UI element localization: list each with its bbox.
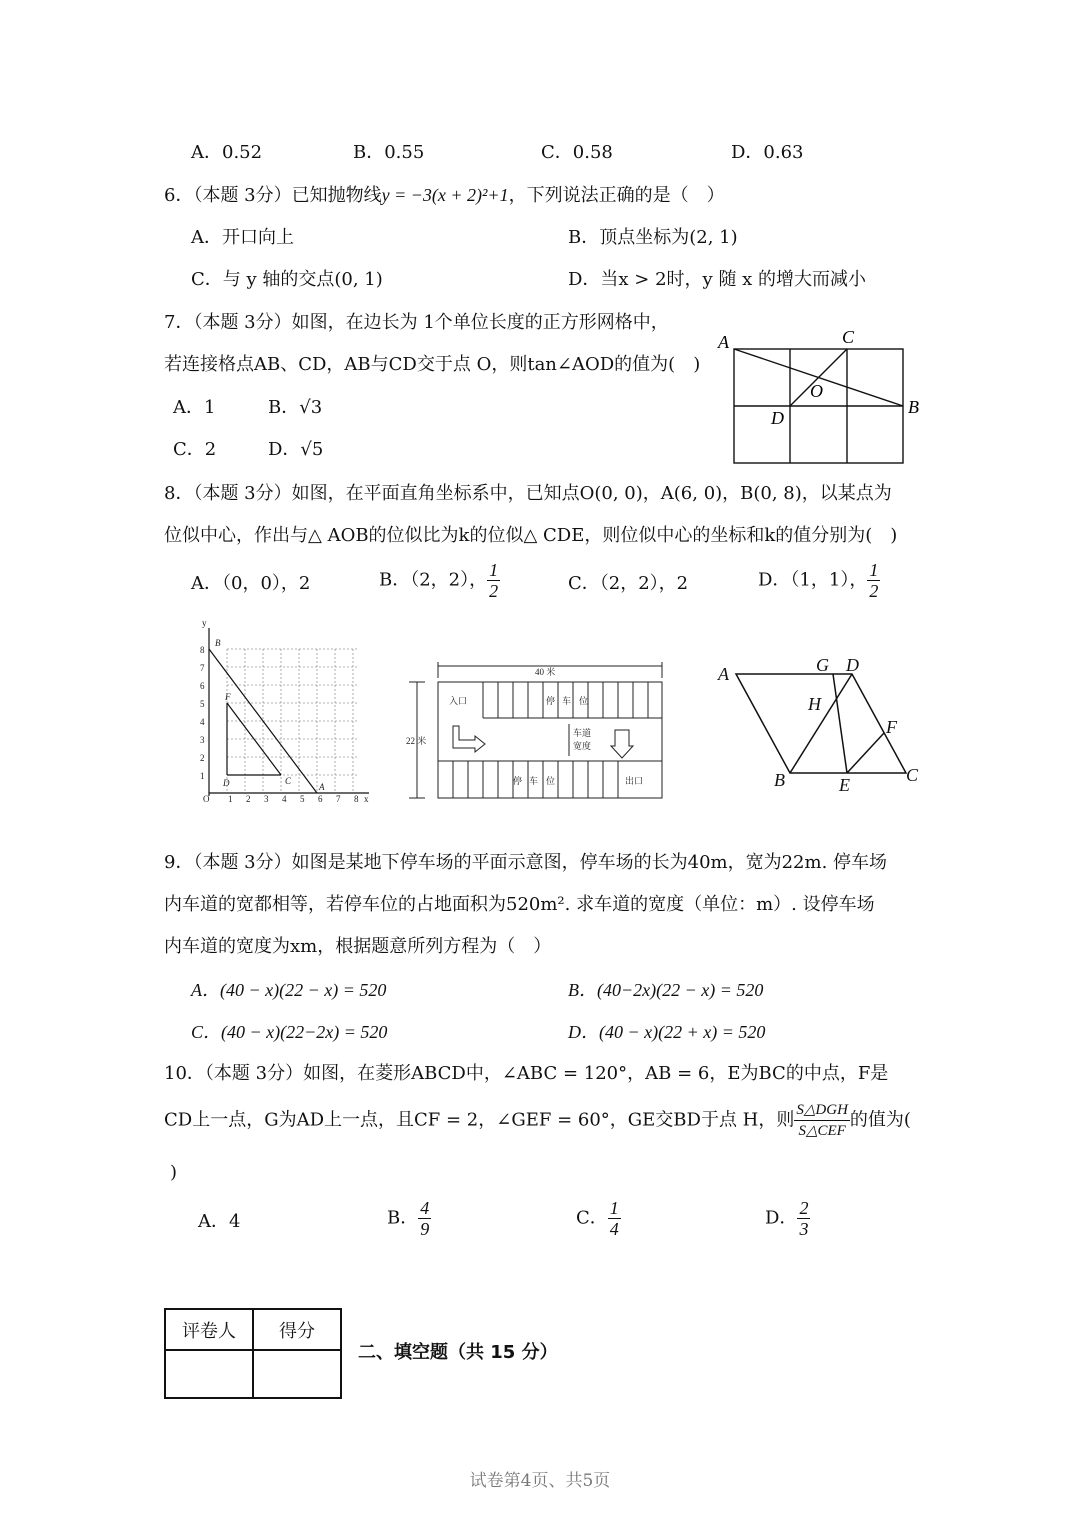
width-label: 22 米 [406,736,427,746]
denominator: 2 [869,581,879,601]
parking-lot-figure [403,660,665,806]
y-axis-label: y [202,618,207,628]
option-d [765,1198,810,1239]
label-o: O [810,381,823,401]
q6-stem-end: ，下列说法正确的是（ ） [508,185,725,206]
point-b: B [215,638,221,648]
fraction [418,1198,431,1239]
denominator: S△CEF [798,1123,846,1139]
label-g: G [816,655,829,675]
option-c: C．0.58 [541,142,613,163]
numerator: 1 [489,560,499,580]
option-c: C．2 [173,439,217,460]
x-axis-label: x [364,794,369,804]
option-b: B．√3 [268,397,323,418]
label-a: A [718,332,729,352]
numerator: S△DGH [794,1100,850,1121]
question-10-line-2 [164,1100,911,1141]
option-a: A．4 [198,1211,241,1232]
question-10-line-1: 10．（本题 3分）如图，在菱形ABCD中，∠ABC = 120°，AB = 6，E为BC的中点，F是 [164,1063,889,1084]
x-tick: 5 [300,794,305,804]
fraction [797,1198,810,1239]
option-d: D．当x > 2时，y 随 x 的增大而减小 [568,269,867,290]
spot-label: 停 [546,696,556,706]
option-d: D．√5 [268,439,324,460]
label-a: A [718,664,729,684]
lane-label: 宽度 [573,741,592,751]
grader-header: 评卷人 [165,1309,253,1350]
option-a: A．开口向上 [191,227,294,248]
y-tick: 8 [200,645,205,655]
option-b-text: B．（2，2）， [379,569,488,591]
option-d [758,560,880,601]
question-9-line-1: 9．（本题 3分）如图是某地下停车场的平面示意图，停车场的长为40m，宽为22m. 停车场 [164,852,888,873]
label-f: F [886,717,897,737]
option-b: B．0.55 [353,142,425,163]
x-tick: 7 [336,794,341,804]
entrance-label: 入口 [449,696,468,706]
label-h: H [808,694,821,714]
grid-figure [712,325,932,474]
area-ratio-fraction [794,1100,850,1141]
option-d-text: D．（1，1）， [758,569,868,591]
option-d: D．(40 − x)(22 + x) = 520 [568,1022,766,1042]
y-tick: 5 [200,699,205,709]
label-d: D [771,408,784,428]
option-b-text: B． [387,1207,419,1229]
lane-label: 车道 [573,728,592,738]
option-c-text: C． [576,1207,608,1229]
question-6-stem [164,184,725,207]
option-b: B．(40−2x)(22 − x) = 520 [568,980,764,1000]
y-tick: 4 [200,717,205,727]
length-label: 40 米 [535,667,556,677]
denominator: 9 [420,1219,430,1239]
spot-label: 位 [546,776,556,786]
y-tick: 3 [200,735,205,745]
option-c: C．（2，2），2 [568,573,689,594]
fraction [487,560,500,601]
spot-label: 车 [562,696,572,706]
fraction [608,1198,621,1239]
numerator: 1 [609,1198,619,1218]
q6-stem-start: 6．（本题 3分）已知抛物线 [164,185,382,206]
option-a: A．(40 − x)(22 − x) = 520 [191,980,387,1000]
exit-label: 出口 [625,776,644,786]
point-a: A [319,782,325,792]
option-d-text: D． [765,1207,798,1229]
origin-label: O [203,794,210,804]
x-tick: 4 [282,794,287,804]
numerator: 1 [869,560,879,580]
q6-equation: y = −3(x + 2)²+1 [381,185,509,205]
denominator: 4 [609,1219,619,1239]
y-tick: 6 [200,681,205,691]
question-9-line-2: 内车道的宽都相等，若停车位的占地面积为520m². 求车道的宽度（单位：m）. 设停车场 [164,894,875,915]
label-c: C [906,765,919,785]
rhombus-figure [712,652,927,801]
option-a: A．0.52 [191,142,263,163]
x-tick: 3 [264,794,269,804]
x-tick: 1 [228,794,233,804]
option-c: C．(40 − x)(22−2x) = 520 [191,1022,388,1042]
question-7-line-1: 7．（本题 3分）如图，在边长为 1个单位长度的正方形网格中， [164,312,669,333]
label-e: E [839,775,850,795]
grading-table [164,1308,342,1399]
page-footer: 试卷第4页、共5页 [469,1471,611,1491]
label-c: C [842,327,855,347]
q10-line2-b: 的值为( [849,1109,911,1131]
spot-label: 位 [579,696,589,706]
y-tick: 1 [200,771,205,781]
label-b: B [908,397,919,417]
spot-label: 车 [529,776,539,786]
option-c: C．与 y 轴的交点(0, 1) [191,269,383,290]
fraction [867,560,880,601]
option-a: A．1 [173,397,216,418]
y-tick: 7 [200,663,205,673]
numerator: 2 [799,1198,809,1218]
x-tick: 2 [246,794,251,804]
score-cell[interactable] [253,1350,341,1398]
point-d: D [223,778,230,788]
option-b [379,560,500,601]
question-8-line-1: 8．（本题 3分）如图，在平面直角坐标系中，已知点O(0, 0)，A(6, 0)，B(0, 8)，以某点为 [164,483,892,504]
section-title: 二、填空题（共 15 分） [358,1342,558,1363]
spot-label: 停 [513,776,523,786]
option-c [576,1198,621,1239]
x-tick: 6 [318,794,323,804]
question-8-line-2: 位似中心，作出与△ AOB的位似比为k的位似△ CDE，则位似中心的坐标和k的值分别为( ) [164,525,898,546]
score-header: 得分 [253,1309,341,1350]
label-b: B [774,770,785,790]
denominator: 2 [489,581,499,601]
option-d: D．0.63 [731,142,804,163]
label-d: D [846,655,859,675]
grader-cell[interactable] [165,1350,253,1398]
option-a: A．（0，0），2 [191,573,311,594]
point-f: F [225,692,231,702]
option-b [387,1198,431,1239]
x-tick: 8 [354,794,359,804]
denominator: 3 [799,1219,809,1239]
question-9-line-3: 内车道的宽度为xm，根据题意所列方程为（ ） [164,936,552,957]
q10-line2-a: CD上一点，G为AD上一点，且CF = 2，∠GEF = 60°，GE交BD于点 H，则 [164,1109,795,1131]
numerator: 4 [420,1198,430,1218]
question-7-line-2: 若连接格点AB、CD，AB与CD交于点 O，则tan∠AOD的值为( ) [164,354,701,375]
option-b: B．顶点坐标为(2, 1) [568,227,738,248]
question-10-line-3: ) [170,1162,178,1183]
y-tick: 2 [200,753,205,763]
coordinate-graph-figure [194,616,379,810]
point-c: C [285,776,292,786]
